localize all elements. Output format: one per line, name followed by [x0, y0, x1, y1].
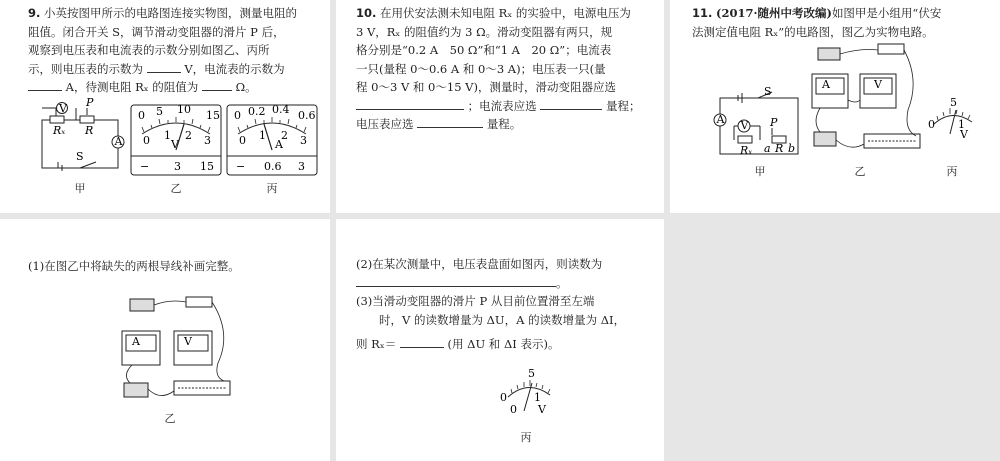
text-line: 如图甲是小组用“伏安 [831, 6, 942, 20]
tick-label: 1 [259, 129, 266, 142]
switch-label: S [76, 150, 84, 163]
tick-label: 3 [300, 134, 307, 147]
voltmeter-dial-small [928, 96, 978, 140]
text-line: V，电流表的示数为 [184, 61, 285, 76]
text-line: 格分别是“0.2 A 50 Ω”和“1 A 20 Ω”；电流表 [356, 43, 612, 57]
tick-label: 0.6 [298, 109, 316, 122]
meter-letter: A [132, 335, 140, 348]
terminal-b-label: b [788, 142, 796, 155]
voltmeter-dial [130, 104, 222, 176]
answer-blank[interactable] [28, 78, 62, 91]
text-line: 法测定值电阻 Rₓ”的电路图，图乙为实物电路。 [692, 24, 934, 39]
voltmeter-symbol: V [740, 119, 749, 132]
rx-label: Rₓ [53, 124, 66, 137]
rx-label: Rₓ [740, 144, 753, 157]
physical-circuit-photo [808, 40, 928, 160]
question-10-text [356, 4, 652, 134]
unit-label: A [275, 138, 283, 151]
figure-caption-jia: 甲 [74, 182, 86, 195]
figure-caption-yi: 乙 [170, 182, 182, 195]
question-number: 11. [692, 6, 713, 20]
text-line: 则 Rₓ＝ [356, 337, 397, 351]
text-line: A，待测电阻 Rₓ 的阻值为 [65, 80, 199, 94]
text-line: (3)当滑动变阻器的滑片 P 从目前位置滑至左端 [356, 294, 595, 308]
ammeter-symbol: A [716, 113, 725, 126]
question-number: 9. [28, 6, 41, 20]
tick-label: 2 [185, 129, 192, 142]
ammeter-dial [226, 104, 318, 176]
figure-caption-yi: 乙 [854, 165, 866, 178]
tick-label: 1 [164, 129, 171, 142]
answer-blank[interactable] [356, 274, 556, 287]
tick-label: 0.4 [272, 103, 290, 116]
terminal-label: − [140, 160, 150, 173]
text-line: 3 V，Rₓ 的阻值约为 3 Ω。滑动变阻器有两只，规 [356, 24, 613, 39]
part2-3-text [356, 255, 652, 354]
tick-label: 5 [528, 367, 535, 380]
tick-label: 1 [534, 391, 541, 404]
text-line: (2)在某次测量中，电压表盘面如图丙，则读数为 [356, 257, 603, 271]
answer-blank[interactable] [202, 78, 232, 91]
r-label: R [85, 124, 94, 137]
terminal-label: 3 [174, 160, 181, 173]
text-line: 阻值。闭合开关 S，调节滑动变阻器的滑片 P 后， [28, 24, 285, 39]
unit-label: V [960, 128, 968, 141]
question-source: (2017·随州中考改编) [716, 6, 832, 20]
terminal-label: 15 [200, 160, 214, 173]
figure-caption-bing: 丙 [946, 165, 958, 178]
text-line: 在用伏安法测未知电阻 Rₓ 的实验中，电源电压为 [380, 6, 631, 20]
physical-circuit-photo [118, 293, 238, 411]
voltmeter-symbol: V [59, 102, 67, 115]
question-9-panel [0, 0, 330, 213]
answer-blank[interactable] [417, 115, 483, 128]
tick-label: 2 [281, 129, 288, 142]
answer-blank[interactable] [356, 97, 464, 110]
slider-label: P [86, 96, 94, 109]
tick-label: 10 [177, 103, 191, 116]
text-line: 量程； [605, 98, 641, 113]
text-line: 一只(量程 0～0.6 A 和 0～3 A)；电压表一只(量 [356, 61, 606, 76]
question-9-text [28, 4, 318, 97]
part1-text: (1)在图乙中将缺失的两根导线补画完整。 [28, 259, 240, 273]
figure-caption-bing: 丙 [266, 182, 278, 195]
terminal-a-label: a [764, 142, 771, 155]
text-line: 示，则电压表的示数为 [28, 61, 143, 76]
figure-caption-yi: 乙 [164, 412, 176, 425]
question-11-panel [670, 0, 1000, 213]
slider-label: P [770, 116, 778, 129]
tick-label: 0 [234, 109, 241, 122]
text-line: (用 ΔU 和 ΔI 表示)。 [447, 337, 560, 351]
tick-label: 15 [206, 109, 220, 122]
text-line: 量程。 [486, 117, 522, 131]
text-line: 程 0～3 V 和 0～15 V)，测量时，滑动变阻器应选 [356, 80, 616, 94]
question-11-text [692, 4, 988, 41]
tick-label: 0 [928, 118, 935, 131]
figure-caption-bing: 丙 [520, 431, 532, 444]
question-number: 10. [356, 6, 377, 20]
tick-label: 5 [156, 105, 163, 118]
tick-label: 0 [138, 109, 145, 122]
tick-label: 0 [500, 391, 507, 404]
tick-label: 0 [143, 134, 150, 147]
question-11-part1-panel [0, 219, 330, 461]
question-10-panel [336, 0, 664, 213]
answer-blank[interactable] [400, 335, 444, 348]
unit-label: V [171, 138, 179, 151]
r-label: R [775, 142, 784, 155]
text-line: Ω。 [235, 80, 257, 94]
question-11-part23-panel [336, 219, 664, 461]
ammeter-symbol: A [114, 135, 123, 148]
voltmeter-dial-small [500, 367, 556, 419]
text-line: 。 [556, 275, 568, 290]
text-line: 时，V 的读数增量为 ΔU，A 的读数增量为 ΔI， [379, 312, 626, 327]
unit-label: V [538, 403, 546, 416]
tick-label: 0 [510, 403, 517, 416]
meter-letter: A [822, 78, 830, 91]
text-line: 小英按图甲所示的电路图连接实物图，测量电阻的 [44, 6, 298, 20]
figure-caption-jia: 甲 [754, 165, 766, 178]
tick-label: 5 [950, 96, 957, 109]
answer-blank[interactable] [540, 97, 602, 110]
text-line: 观察到电压表和电流表的示数分别如图乙、丙所 [28, 43, 270, 57]
tick-label: 0.2 [248, 105, 266, 118]
tick-label: 0 [239, 134, 246, 147]
meter-letter: V [184, 335, 192, 348]
empty-panel [670, 219, 1000, 461]
terminal-label: − [236, 160, 246, 173]
terminal-label: 3 [298, 160, 305, 173]
tick-label: 3 [204, 134, 211, 147]
text-line: 电压表应选 [356, 117, 414, 131]
meter-letter: V [874, 78, 882, 91]
answer-blank[interactable] [147, 60, 181, 73]
tick-label: 1 [958, 118, 965, 131]
switch-label: S [764, 85, 772, 98]
text-line: ；电流表应选 [467, 98, 537, 113]
terminal-label: 0.6 [264, 160, 282, 173]
circuit-diagram-jia [36, 96, 126, 180]
circuit-diagram-jia [714, 85, 804, 162]
